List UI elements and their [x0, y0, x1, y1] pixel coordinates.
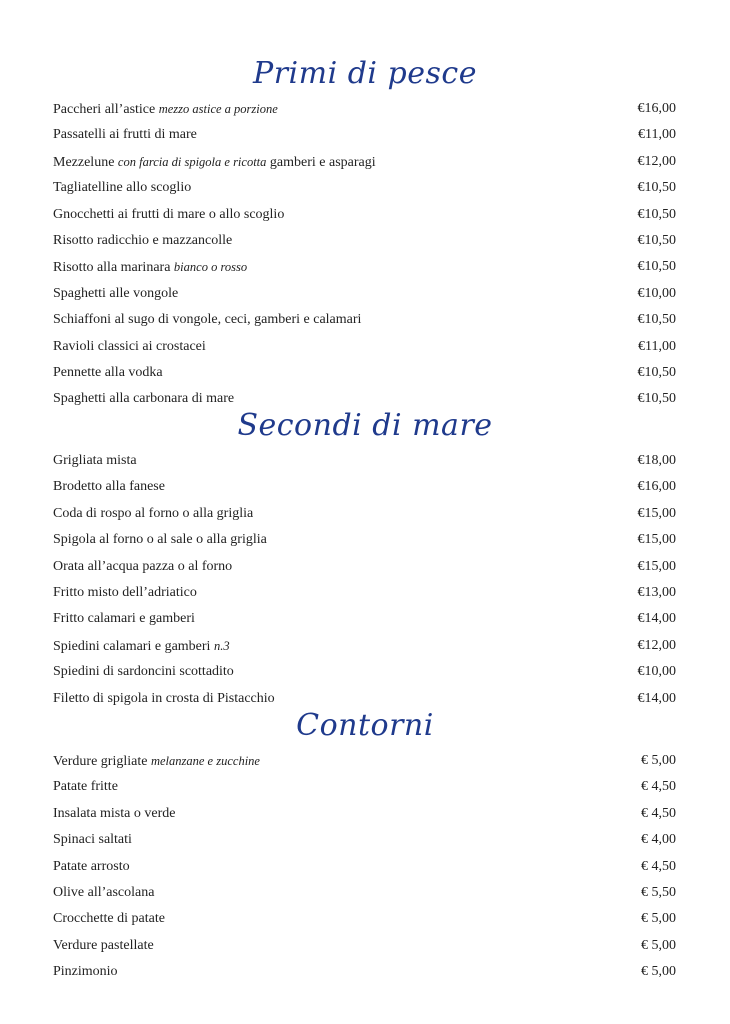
- menu-item-price: €12,00: [637, 153, 676, 169]
- section-title-primi: Primi di pesce: [253, 56, 477, 91]
- menu-item-price: €14,00: [637, 611, 676, 627]
- menu-item-name: [53, 527, 267, 553]
- menu-item-name: [53, 122, 197, 148]
- menu-item-name: [53, 659, 234, 685]
- menu-item-name: [53, 827, 132, 853]
- menu-item: [0, 633, 730, 659]
- menu-item-name: [53, 801, 175, 827]
- menu-item-price: €15,00: [637, 532, 676, 548]
- menu-item-text: Spinaci saltati: [53, 832, 132, 848]
- menu-item-price: €11,00: [638, 127, 676, 143]
- menu-item-text: Mezzelune: [53, 154, 118, 170]
- menu-item: [0, 554, 730, 580]
- menu-item-text: Spiedini calamari e gamberi: [53, 638, 214, 654]
- menu-list-contorni: [0, 748, 730, 986]
- menu-list-secondi: [0, 448, 730, 712]
- menu-item: [0, 854, 730, 880]
- menu-item-price: €13,00: [637, 584, 676, 600]
- menu-item-price: € 4,00: [641, 832, 676, 848]
- menu-item-name: [53, 606, 195, 632]
- menu-item: [0, 801, 730, 827]
- menu-item-price: € 4,50: [641, 858, 676, 874]
- menu-item-price: € 4,50: [641, 779, 676, 795]
- menu-item: [0, 659, 730, 685]
- menu-item-note: con farcia di spigola e ricotta: [117, 154, 267, 169]
- menu-item-text: Risotto alla marinara: [53, 260, 174, 276]
- menu-item-price: €10,50: [637, 180, 676, 196]
- menu-item-name: [53, 880, 154, 906]
- menu-item-text: Pennette alla vodka: [53, 364, 163, 380]
- section-secondi: [0, 404, 730, 712]
- menu-item-text: Crocchette di patate: [53, 911, 165, 927]
- menu-item-text: Fritto misto dell’adriatico: [53, 584, 197, 600]
- menu-item-text: Pinzimonio: [53, 964, 118, 980]
- menu-item-name: [53, 854, 130, 880]
- menu-item: [0, 474, 730, 500]
- menu-item-note: n.3: [213, 638, 230, 653]
- menu-item-price: € 5,00: [641, 911, 676, 927]
- menu-item-name: [53, 633, 230, 660]
- menu-item-text: Fritto calamari e gamberi: [53, 611, 195, 627]
- menu-item-note: bianco o rosso: [173, 260, 248, 275]
- menu-item-name: [53, 774, 118, 800]
- menu-item-price: €10,50: [637, 312, 676, 328]
- menu-item: [0, 96, 730, 122]
- menu-item-name: [53, 959, 118, 985]
- menu-item: [0, 334, 730, 360]
- menu-item: [0, 448, 730, 474]
- menu-item-text: Passatelli ai frutti di mare: [53, 127, 197, 143]
- menu-item-text: Olive all’ascolana: [53, 884, 155, 900]
- menu-item: [0, 580, 730, 606]
- menu-item-text: Gnocchetti ai frutti di mare o allo scoglio: [53, 206, 285, 222]
- menu-item: [0, 122, 730, 148]
- menu-item-name: [53, 228, 232, 254]
- menu-item-price: €10,50: [637, 232, 676, 248]
- menu-item-price: €10,00: [637, 285, 676, 301]
- menu-item-text: Verdure pastellate: [53, 937, 154, 953]
- menu-item-name: [53, 580, 197, 606]
- menu-item: [0, 360, 730, 386]
- menu-item-text: Verdure grigliate: [53, 754, 151, 769]
- menu-item-name: [53, 202, 284, 228]
- menu-item-text: Patate fritte: [53, 779, 118, 795]
- menu-item-text: Tagliatelline allo scoglio: [53, 180, 192, 196]
- menu-item-price: €15,00: [637, 505, 676, 521]
- menu-item-text: Insalata mista o verde: [53, 805, 176, 821]
- menu-item-price: €16,00: [637, 479, 676, 495]
- menu-item: [0, 307, 730, 333]
- menu-item-text: Brodetto alla fanese: [53, 479, 165, 495]
- menu-item-price: € 5,50: [641, 884, 676, 900]
- menu-item-price: €12,00: [637, 637, 676, 653]
- menu-item: [0, 202, 730, 228]
- menu-item-price: €10,50: [637, 391, 676, 407]
- menu-item-text: Coda di rospo al forno o alla griglia: [53, 505, 254, 521]
- section-primi: [0, 52, 730, 413]
- menu-item: [0, 175, 730, 201]
- menu-item: [0, 281, 730, 307]
- menu-item-note: melanzane e zucchine: [150, 754, 260, 768]
- section-contorni: [0, 704, 730, 986]
- menu-item-price: €10,50: [637, 364, 676, 380]
- menu-item: [0, 959, 730, 985]
- menu-item-price: €11,00: [638, 338, 676, 354]
- menu-item-text: Spigola al forno o al sale o alla griglia: [53, 532, 267, 548]
- menu-item-name: [53, 906, 165, 932]
- menu-item: [0, 527, 730, 553]
- menu-item-text: gamberi e asparagi: [266, 154, 376, 170]
- menu-item-name: [53, 281, 178, 307]
- menu-item-name: [53, 501, 253, 527]
- menu-item-text: Grigliata mista: [53, 453, 137, 468]
- menu-item-price: €10,50: [637, 259, 676, 275]
- menu-item-price: € 5,00: [641, 964, 676, 980]
- menu-item-text: Filetto di spigola in crosta di Pistacchio: [53, 690, 275, 706]
- menu-item-note: mezzo astice a porzione: [158, 102, 278, 116]
- menu-item-name: [53, 448, 137, 474]
- menu-item: [0, 606, 730, 632]
- menu-item: [0, 827, 730, 853]
- menu-item-name: [53, 96, 278, 123]
- menu-item: [0, 149, 730, 175]
- menu-item-name: [53, 307, 361, 333]
- menu-item: [0, 774, 730, 800]
- menu-item-price: €16,00: [637, 101, 676, 116]
- menu-item-text: Paccheri all’astice: [53, 102, 159, 117]
- menu-item: [0, 933, 730, 959]
- menu-item-name: [53, 474, 165, 500]
- menu-item-text: Spaghetti alle vongole: [53, 285, 179, 301]
- section-title-contorni: Contorni: [296, 708, 434, 743]
- menu-item-price: €14,00: [637, 690, 676, 706]
- menu-item-name: [53, 360, 163, 386]
- menu-item-price: € 5,00: [641, 937, 676, 953]
- menu-item-text: Spiedini di sardoncini scottadito: [53, 664, 234, 680]
- menu-item-price: €15,00: [637, 558, 676, 574]
- menu-item-name: [53, 748, 260, 775]
- menu-item-name: [53, 933, 154, 959]
- menu-item-price: €10,50: [637, 206, 676, 222]
- menu-item-name: [53, 149, 376, 176]
- menu-item: [0, 906, 730, 932]
- menu-item-price: €10,00: [637, 664, 676, 680]
- menu-item-price: € 4,50: [641, 805, 676, 821]
- menu-item: [0, 748, 730, 774]
- menu-item-text: Orata all’acqua pazza o al forno: [53, 558, 233, 574]
- menu-item-text: Ravioli classici ai crostacei: [53, 338, 206, 354]
- menu-item-text: Risotto radicchio e mazzancolle: [53, 232, 233, 248]
- menu-item: [0, 880, 730, 906]
- menu-item-name: [53, 175, 191, 201]
- menu-item: [0, 501, 730, 527]
- menu-item-price: €18,00: [637, 453, 676, 468]
- menu-item-price: € 5,00: [641, 753, 676, 768]
- menu-item: [0, 254, 730, 280]
- menu-item-text: Patate arrosto: [53, 858, 130, 874]
- menu-item-name: [53, 334, 206, 360]
- section-title-secondi: Secondi di mare: [237, 408, 493, 443]
- menu-list-primi: [0, 96, 730, 413]
- menu-item-name: [53, 254, 247, 281]
- menu-item-name: [53, 554, 232, 580]
- menu-item-text: Schiaffoni al sugo di vongole, ceci, gamberi e calamari: [53, 312, 362, 328]
- menu-item-text: Spaghetti alla carbonara di mare: [53, 391, 235, 407]
- menu-item: [0, 228, 730, 254]
